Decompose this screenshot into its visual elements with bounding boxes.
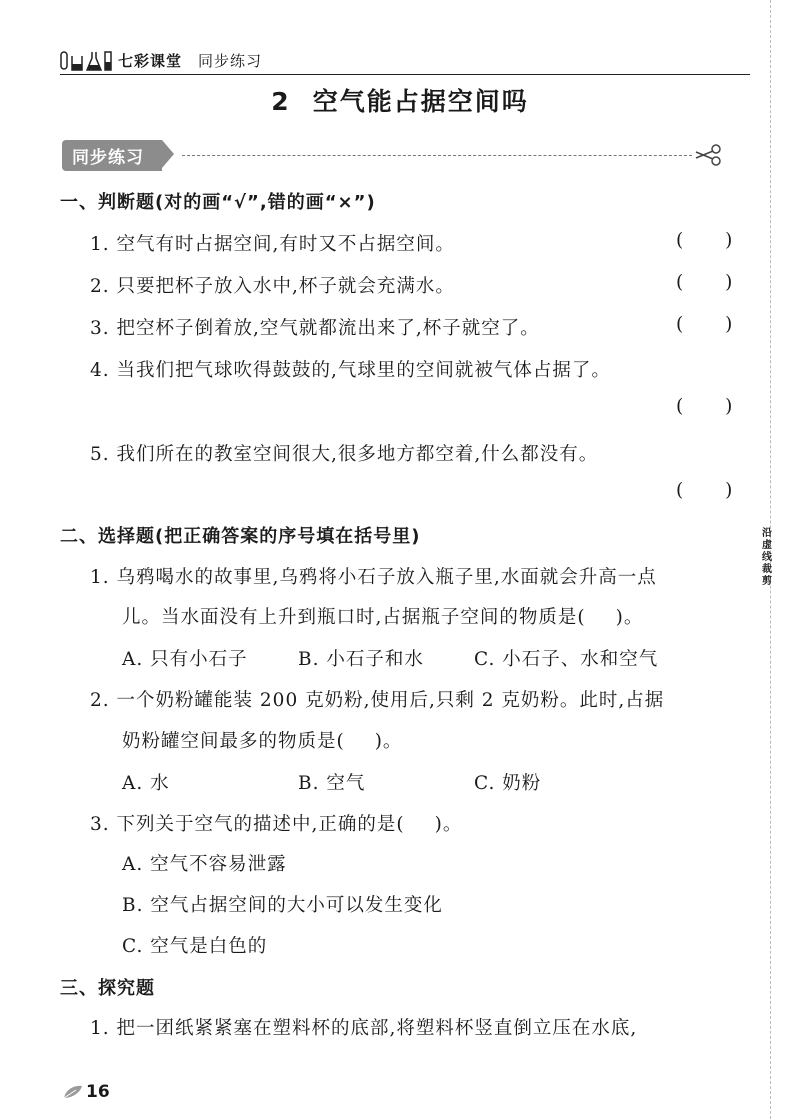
section-banner: [62, 140, 162, 171]
choice-q2-line2-end: )。: [374, 731, 403, 752]
lesson-title: [0, 82, 800, 118]
choice-q3-line1-text: 3. 下列关于空气的描述中,正确的是(: [90, 814, 405, 835]
flask-icon: [86, 51, 102, 71]
lesson-number: 2: [271, 87, 291, 116]
choice-q3-option-b: B. 空气占据空间的大小可以发生变化: [122, 895, 443, 916]
lab-equipment-logo: [60, 49, 112, 71]
header-rule: [60, 74, 750, 75]
beaker-icon: [70, 55, 84, 71]
judge-item-3-answer[interactable]: ( ): [676, 314, 733, 335]
judge-item-4: 4. 当我们把气球吹得鼓鼓的,气球里的空间就被气体占据了。: [90, 360, 611, 381]
scissors-icon: [694, 143, 722, 167]
choice-q1-line2-end: )。: [615, 607, 644, 628]
section2-heading: 二、选择题(把正确答案的序号填在括号里): [60, 526, 421, 547]
header-subtitle: 同步练习: [198, 51, 263, 70]
test-tube-icon: [60, 51, 68, 71]
judge-item-4-answer[interactable]: ( ): [676, 396, 733, 417]
page-number-text: 16: [86, 1082, 110, 1102]
section3-heading: 三、探究题: [60, 978, 155, 999]
choice-q3-line1: [90, 810, 462, 836]
lesson-title-text: 空气能占据空间吗: [312, 87, 529, 116]
judge-item-2: 2. 只要把杯子放入水中,杯子就会充满水。: [90, 276, 455, 297]
choice-q2-option-c: C. 奶粉: [474, 773, 542, 794]
choice-q2-line2: [122, 727, 402, 753]
side-cut-char: 剪: [762, 576, 772, 587]
choice-q1-option-b: B. 小石子和水: [298, 649, 424, 670]
side-cut-char: 线: [762, 552, 772, 563]
cylinder-icon: [104, 51, 112, 71]
judge-item-2-answer[interactable]: ( ): [676, 272, 733, 293]
judge-item-5-answer[interactable]: ( ): [676, 480, 733, 501]
leaf-icon: [62, 1084, 84, 1100]
choice-q3-option-c: C. 空气是白色的: [122, 936, 268, 957]
choice-q2-line2-text: 奶粉罐空间最多的物质是(: [122, 731, 345, 752]
cut-dashed-line: [182, 155, 692, 156]
brand-name: 七彩课堂: [118, 51, 183, 70]
choice-q3-line1-end: )。: [434, 814, 463, 835]
side-cut-char: 裁: [762, 564, 772, 575]
explore-q1: 1. 把一团纸紧紧塞在塑料杯的底部,将塑料杯竖直倒立压在水底,: [90, 1018, 638, 1039]
judge-item-1: 1. 空气有时占据空间,有时又不占据空间。: [90, 234, 455, 255]
side-cut-char: 虚: [762, 540, 772, 551]
side-cut-label: [757, 528, 777, 588]
choice-q1-line1: 1. 乌鸦喝水的故事里,乌鸦将小石子放入瓶子里,水面就会升高一点: [90, 567, 657, 588]
section1-heading: 一、判断题(对的画“√”,错的画“×”): [60, 192, 376, 213]
page-number: [62, 1082, 110, 1102]
choice-q1-line2-text: 儿。当水面没有上升到瓶口时,占据瓶子空间的物质是(: [122, 607, 586, 628]
side-cut-char: 沿: [762, 528, 772, 539]
judge-item-5: 5. 我们所在的教室空间很大,很多地方都空着,什么都没有。: [90, 444, 599, 465]
choice-q2-option-a: A. 水: [122, 773, 170, 794]
choice-q1-line2: [122, 603, 643, 629]
choice-q3-option-a: A. 空气不容易泄露: [122, 854, 287, 875]
page-header: [60, 46, 262, 74]
choice-q1-option-c: C. 小石子、水和空气: [474, 649, 659, 670]
judge-item-3: 3. 把空杯子倒着放,空气就都流出来了,杯子就空了。: [90, 318, 540, 339]
judge-item-1-answer[interactable]: ( ): [676, 230, 733, 251]
choice-q1-option-a: A. 只有小石子: [122, 649, 248, 670]
choice-q2-option-b: B. 空气: [298, 773, 366, 794]
choice-q2-line1: 2. 一个奶粉罐能装 200 克奶粉,使用后,只剩 2 克奶粉。此时,占据: [90, 690, 665, 711]
banner-label: 同步练习: [62, 140, 162, 171]
